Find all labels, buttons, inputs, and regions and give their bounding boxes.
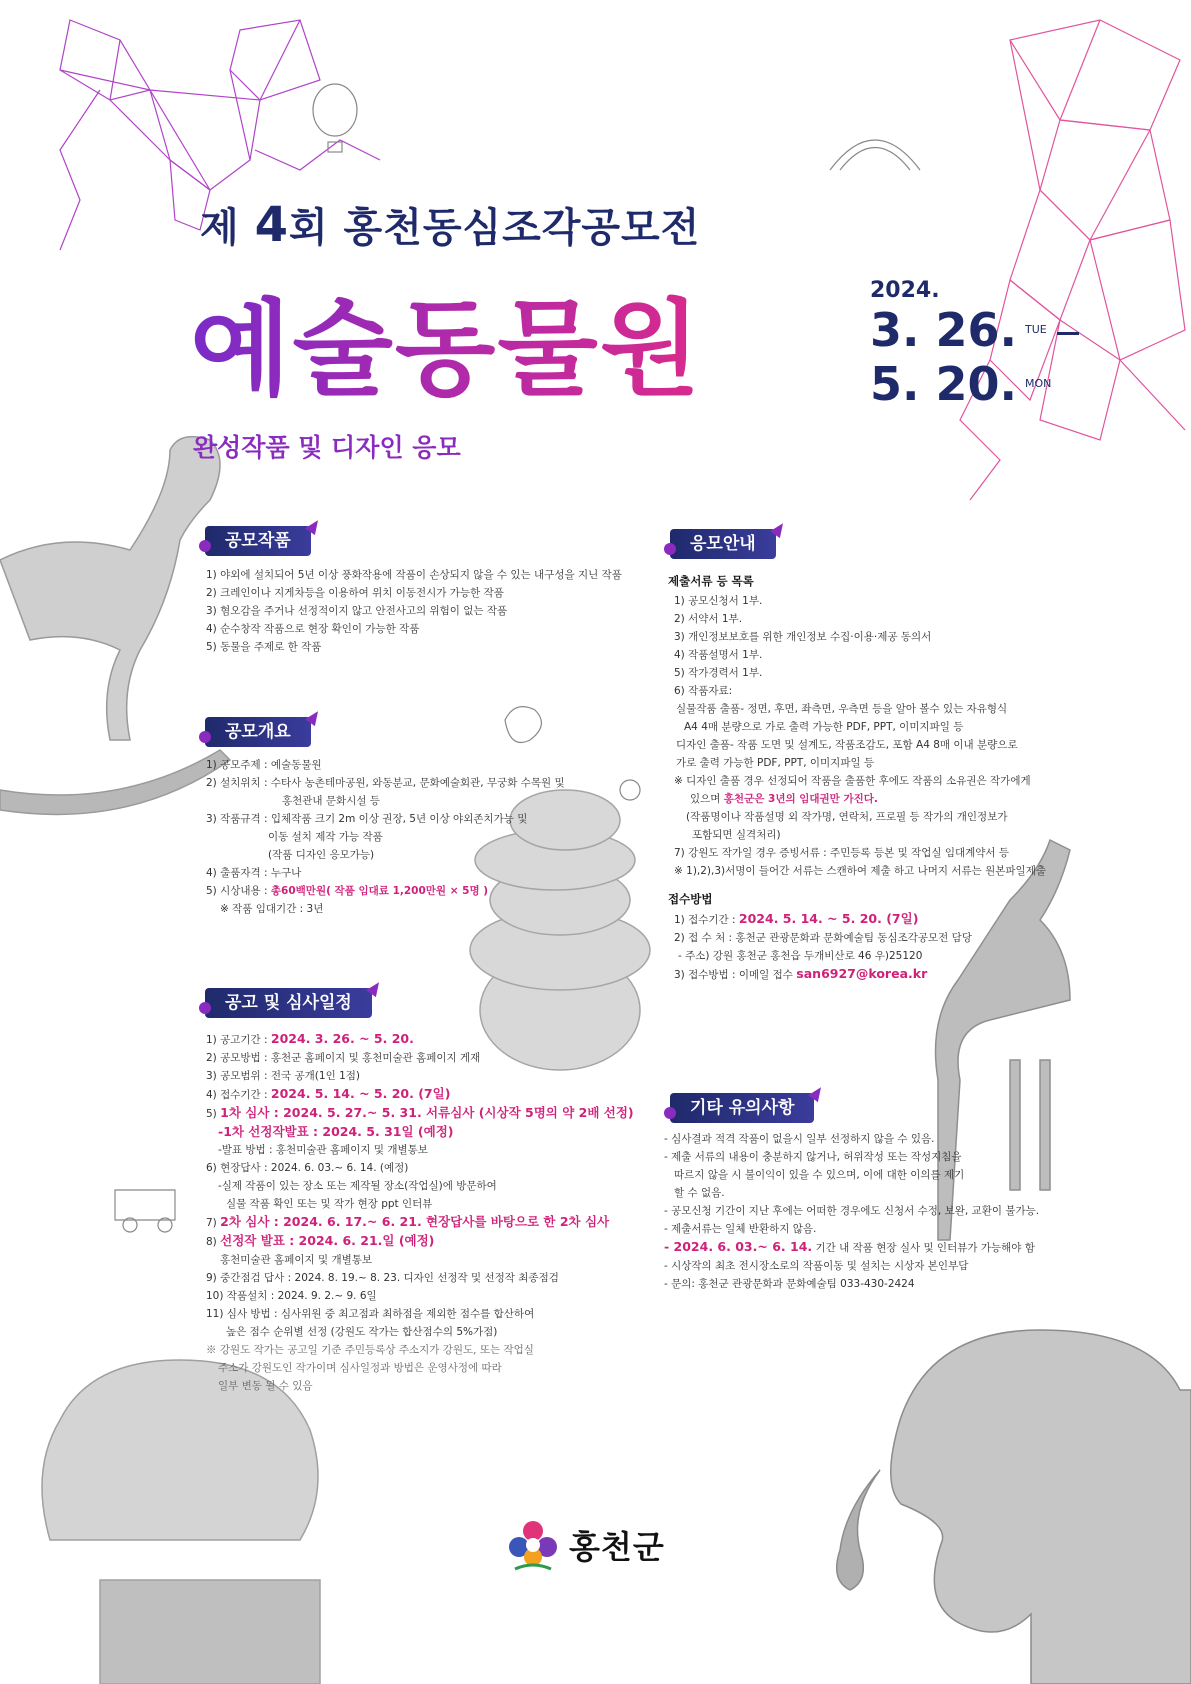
notes-highlight: - 2024. 6. 03.~ 6. 14. bbox=[664, 1239, 813, 1254]
schedule-note: 주소가 강원도인 작가이며 심사일정과 방법은 운영사정에 따라 bbox=[218, 1362, 502, 1374]
schedule-list bbox=[206, 1030, 634, 1395]
date-end-row bbox=[870, 357, 1079, 411]
date-block bbox=[870, 278, 1079, 411]
list-item: - 문의: 홍천군 관광문화과 문화예술팀 033-430-2424 bbox=[664, 1278, 915, 1290]
list-item: 6) 작품자료: bbox=[674, 685, 733, 697]
list-item: 6) 현장답사 : 2024. 6. 03.~ 6. 14. (예정) bbox=[206, 1162, 409, 1174]
list-item: 할 수 없음. bbox=[674, 1187, 725, 1199]
list-item: 가로 출력 가능한 PDF, PPT, 이미지파일 등 bbox=[676, 757, 875, 769]
list-item: 따르지 않을 시 불이익이 있을 수 있으며, 이에 대한 이의를 제기 bbox=[674, 1169, 965, 1181]
method-label: 3) 접수방법 : 이메일 접수 bbox=[674, 969, 797, 981]
list-item: 4) 작품설명서 1부. bbox=[674, 649, 763, 661]
list-item: - 공모신청 기간이 지난 후에는 어떠한 경우에도 신청서 수정, 보완, 교환이 불가능. bbox=[664, 1205, 1040, 1217]
list-item: - 시상작의 최초 전시장소로의 작품이동 및 설치는 시상자 본인부담 bbox=[664, 1260, 969, 1272]
list-item bbox=[668, 790, 1046, 808]
list-item: 실물작품 출품- 정면, 후면, 좌측면, 우측면 등을 알아 볼수 있는 자유형식 bbox=[676, 703, 1008, 715]
list-item: -실제 작품이 있는 장소 또는 제작될 장소(작업실)에 방문하여 bbox=[218, 1180, 497, 1192]
subtitle-prefix: 제 bbox=[200, 205, 240, 251]
list-item bbox=[206, 1104, 634, 1123]
schedule-label: 1) 공고기간 : bbox=[206, 1034, 271, 1046]
list-item bbox=[206, 1232, 634, 1251]
list-item: 포함되면 실격처리) bbox=[692, 829, 781, 841]
hongcheon-emblem-icon bbox=[505, 1517, 561, 1573]
schedule-note: ※ 강원도 작가는 공고일 기준 주민등록상 주소지가 강원도, 또는 작업실 bbox=[206, 1344, 534, 1356]
poster-main-title: 예술동물원 bbox=[190, 265, 702, 415]
poster-tagline: 완성작품 및 디자인 응모 bbox=[193, 433, 461, 462]
guide-header: 응모안내 bbox=[670, 529, 776, 559]
rhino-polygon-art bbox=[960, 20, 1185, 500]
list-item: - 주소) 강원 홍천군 홍천읍 두개비산로 46 우)25120 bbox=[678, 950, 923, 962]
small-elephant-sculpture bbox=[42, 1360, 320, 1684]
list-item: 4) 순수창작 작품으로 현장 확인이 가능한 작품 bbox=[206, 623, 420, 635]
list-item: 2) 서약서 1부. bbox=[674, 613, 743, 625]
hongcheon-logo bbox=[505, 1517, 665, 1573]
method-title: 접수방법 bbox=[668, 892, 713, 906]
prize-value: 총60백만원( 작품 임대료 1,200만원 × 5명 ) bbox=[270, 885, 489, 897]
list-item: 10) 작품설치 : 2024. 9. 2.~ 9. 6일 bbox=[206, 1290, 377, 1302]
list-item bbox=[664, 1238, 1039, 1257]
list-item: 3) 혐오감을 주거나 선정적이지 않고 안전사고의 위험이 없는 작품 bbox=[206, 605, 508, 617]
list-item: (작품 디자인 응모가능) bbox=[268, 849, 375, 861]
subtitle-number: 4 bbox=[254, 197, 289, 253]
list-item: 3) 공모범위 : 전국 공개(1인 1점) bbox=[206, 1070, 360, 1082]
overview-header: 공모개요 bbox=[205, 717, 311, 747]
method-value: 2024. 5. 14. ~ 5. 20. (7일) bbox=[738, 911, 919, 926]
overview-list bbox=[206, 756, 565, 918]
list-item: 4) 출품자격 : 누구나 bbox=[206, 867, 302, 879]
list-item: ※ 작품 임대기간 : 3년 bbox=[220, 903, 324, 915]
date-start-row bbox=[870, 303, 1079, 357]
schedule-label: 7) bbox=[206, 1217, 221, 1229]
works-header: 공모작품 bbox=[205, 526, 311, 556]
list-item: A4 4매 분량으로 가로 출력 가능한 PDF, PPT, 이미지파일 등 bbox=[684, 721, 964, 733]
works-list bbox=[206, 566, 622, 656]
list-item: -발표 방법 : 홍천미술관 홈페이지 및 개별통보 bbox=[218, 1144, 428, 1156]
list-item: 2) 크레인이나 지게차등을 이용하여 위치 이동전시가 가능한 작품 bbox=[206, 587, 504, 599]
date-range-dash bbox=[1057, 332, 1079, 335]
list-item: 3) 개인정보보호를 위한 개인정보 수집·이용·제공 동의서 bbox=[674, 631, 932, 643]
ownership-text: 있으며 bbox=[690, 793, 724, 805]
list-item: - 제출서류는 일체 반환하지 않음. bbox=[664, 1223, 817, 1235]
elephant-sculpture bbox=[837, 1330, 1191, 1684]
schedule-value: 1차 심사 : 2024. 5. 27.~ 5. 31. 서류심사 (시상작 5명의 약 2배 선정) bbox=[220, 1105, 634, 1120]
schedule-label: 4) 접수기간 : bbox=[206, 1089, 271, 1101]
contact-email[interactable]: san6927@korea.kr bbox=[796, 966, 928, 981]
list-item: 1) 공모주제 : 예술동물원 bbox=[206, 759, 322, 771]
list-item bbox=[668, 910, 1046, 929]
list-item: 1) 야외에 설치되어 5년 이상 풍화작용에 작품이 손상되지 않을 수 있는 내구성을 지닌 작품 bbox=[206, 569, 622, 581]
method-label: 1) 접수기간 : bbox=[674, 914, 739, 926]
schedule-label: 8) bbox=[206, 1236, 221, 1248]
list-item: -1차 선정작발표 : 2024. 5. 31일 (예정) bbox=[218, 1124, 454, 1139]
list-item: - 심사결과 적격 작품이 없을시 일부 선정하지 않을 수 있음. bbox=[664, 1133, 935, 1145]
list-item bbox=[206, 882, 565, 900]
list-item: 실물 작품 확인 또는 및 작가 현장 ppt 인터뷰 bbox=[226, 1198, 433, 1210]
list-item: 5) 동물을 주제로 한 작품 bbox=[206, 641, 322, 653]
list-item: (작품명이나 작품설명 외 작가명, 연락처, 프로필 등 작가의 개인정보가 bbox=[686, 811, 1008, 823]
list-item: 디자인 출품- 작품 도면 및 설계도, 작품조감도, 포함 A4 8매 이내 분량으로 bbox=[676, 739, 1018, 751]
list-item: 홍천미술관 홈페이지 및 개별통보 bbox=[220, 1254, 373, 1266]
schedule-value: 2024. 5. 14. ~ 5. 20. (7일) bbox=[270, 1086, 451, 1101]
schedule-header: 공고 및 심사일정 bbox=[205, 988, 372, 1018]
list-item: - 제출 서류의 내용이 충분하지 않거나, 허위작성 또는 작성지침을 bbox=[664, 1151, 962, 1163]
schedule-value: 선정작 발표 : 2024. 6. 21.일 (예정) bbox=[220, 1233, 435, 1248]
schedule-value: 2024. 3. 26. ~ 5. 20. bbox=[270, 1031, 414, 1046]
notes-list bbox=[664, 1130, 1039, 1293]
rocking-horse-sculpture bbox=[0, 437, 230, 815]
list-item: 1) 공모신청서 1부. bbox=[674, 595, 763, 607]
subtitle-rest: 회 홍천동심조각공모전 bbox=[288, 205, 701, 251]
list-item: 11) 심사 방법 : 심사위원 중 최고점과 최하점을 제외한 점수를 합산하여 bbox=[206, 1308, 535, 1320]
list-item: 높은 점수 순위별 선정 (강원도 작가는 합산점수의 5%가점) bbox=[226, 1326, 498, 1338]
list-item bbox=[668, 965, 1046, 984]
schedule-label: 5) bbox=[206, 1108, 221, 1120]
docs-title: 제출서류 등 목록 bbox=[668, 574, 754, 588]
schedule-note: 일부 변동 될 수 있음 bbox=[218, 1380, 313, 1392]
list-item bbox=[206, 1085, 634, 1104]
poster-subtitle bbox=[200, 196, 700, 253]
list-item: 5) 작가경력서 1부. bbox=[674, 667, 763, 679]
date-end-dow: MON bbox=[1024, 377, 1052, 390]
list-item bbox=[206, 1030, 634, 1049]
list-item: ※ 디자인 출품 경우 선정되어 작품을 출품한 후에도 작품의 소유권은 작가에게 bbox=[674, 775, 1031, 787]
notes-text: 기간 내 작품 현장 실사 및 인터뷰가 가능해야 함 bbox=[812, 1242, 1035, 1254]
ownership-highlight: 홍천군은 3년의 임대권만 가진다. bbox=[723, 793, 878, 805]
prize-label: 5) 시상내용 : bbox=[206, 885, 271, 897]
list-item: 이동 설치 제작 가능 작품 bbox=[268, 831, 383, 843]
list-item: 3) 작품규격 : 입체작품 크기 2m 이상 권장, 5년 이상 야외존치가능 및 bbox=[206, 813, 528, 825]
date-start-dow: TUE bbox=[1024, 323, 1047, 336]
list-item: 2) 공모방법 : 홍천군 홈페이지 및 홍천미술관 홈페이지 게재 bbox=[206, 1052, 481, 1064]
list-item: 2) 접 수 처 : 홍천군 관광문화과 문화예술팀 동심조각공모전 담당 bbox=[674, 932, 972, 944]
guide-list bbox=[668, 568, 1046, 984]
date-end: 5. 20. bbox=[870, 357, 1017, 411]
list-item bbox=[206, 1213, 634, 1232]
notes-header: 기타 유의사항 bbox=[670, 1093, 814, 1123]
date-year: 2024. bbox=[870, 278, 940, 303]
schedule-value: 2차 심사 : 2024. 6. 17.~ 6. 21. 현장답사를 바탕으로 한 2차 심사 bbox=[220, 1214, 610, 1229]
list-item: 홍천관내 문화시설 등 bbox=[282, 795, 380, 807]
list-item: 2) 설치위치 : 수타사 농촌테마공원, 와동분교, 문화예술회관, 무궁화 수목원 및 bbox=[206, 777, 565, 789]
list-item: 7) 강원도 작가일 경우 증빙서류 : 주민등록 등본 및 작업실 임대계약서 등 bbox=[674, 847, 1010, 859]
list-item: ※ 1),2),3)서명이 들어간 서류는 스캔하여 제출 하고 나머지 서류는 원본파일제출 bbox=[674, 865, 1046, 877]
list-item: 9) 중간점검 답사 : 2024. 8. 19.~ 8. 23. 디자인 선정작 및 선정작 최종점검 bbox=[206, 1272, 559, 1284]
date-start: 3. 26. bbox=[870, 303, 1017, 357]
logo-text: 홍천군 bbox=[569, 1528, 665, 1566]
